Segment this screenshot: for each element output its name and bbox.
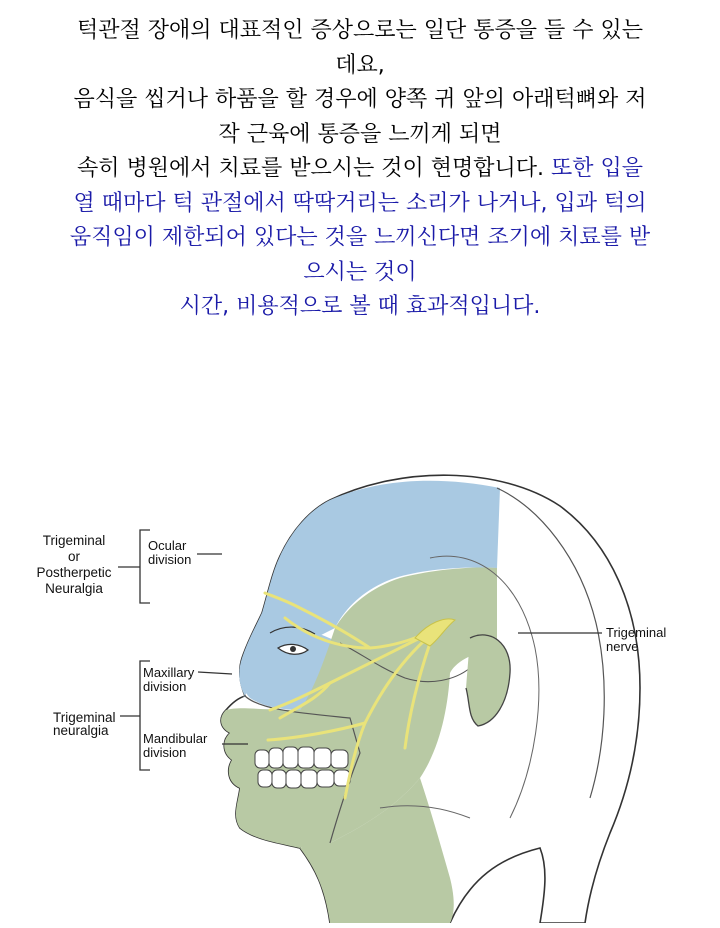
maxillary-division-label-line2: division — [143, 679, 187, 694]
trigeminal-neuralgia-label-line1: Trigeminal — [53, 710, 116, 725]
mandibular-division-label-line2: division — [143, 745, 187, 760]
article-line-4: 작 근육에 통증을 느끼게 되면 — [218, 121, 502, 147]
article-line-3: 음식을 씹거나 하품을 할 경우에 양쪽 귀 앞의 아래턱뼈와 저 — [73, 87, 647, 112]
article-line-5 — [20, 152, 700, 187]
mandibular-division-label — [143, 731, 208, 760]
article-line-9: 시간, 비용적으로 볼 때 효과적입니다. — [179, 294, 541, 319]
mandibular-division-label-line1: Mandibular — [143, 731, 208, 746]
article-line-6: 열 때마다 턱 관절에서 딱딱거리는 소리가 나거나, 입과 턱의 — [73, 190, 647, 216]
article-line-5-black: 속히 병원에서 치료를 받으시는 것이 현명합니다. — [76, 156, 544, 181]
article-text — [20, 14, 700, 325]
trigeminal-postherpetic-label-line1: Trigeminal — [42, 533, 106, 548]
trigeminal-postherpetic-label-line2: or — [67, 549, 81, 564]
article-line-2: 데요, — [335, 52, 385, 78]
ocular-division-label-line1: Ocular — [148, 538, 187, 553]
pupil — [290, 646, 296, 652]
maxillary-division-label — [143, 665, 195, 694]
trigeminal-neuralgia-label-line2: neuralgia — [53, 723, 109, 738]
maxillary-division-label-line1: Maxillary — [143, 665, 195, 680]
ocular-division-label — [148, 538, 191, 567]
trigeminal-postherpetic-label-line3: Postherpetic — [36, 565, 112, 580]
ocular-division-label-line2: division — [148, 552, 192, 567]
trigeminal-nerve-label-line2: nerve — [606, 639, 639, 654]
trigeminal-nerve-label-line1: Trigeminal — [606, 625, 667, 640]
article-line-7: 움직임이 제한되어 있다는 것을 느끼신다면 조기에 치료를 받 — [69, 225, 651, 250]
article-line-5-blue: 또한 입을 — [544, 156, 643, 181]
article-line-1: 턱관절 장애의 대표적인 증상으로는 일단 통증을 들 수 있는 — [77, 18, 643, 43]
trigeminal-diagram — [0, 448, 720, 923]
trigeminal-neuralgia-label — [53, 710, 116, 738]
article-line-8: 으시는 것이 — [303, 259, 417, 285]
trigeminal-postherpetic-label-line4: Neuralgia — [45, 581, 103, 596]
trigeminal-postherpetic-label — [36, 533, 111, 596]
trigeminal-nerve-label — [606, 625, 666, 654]
